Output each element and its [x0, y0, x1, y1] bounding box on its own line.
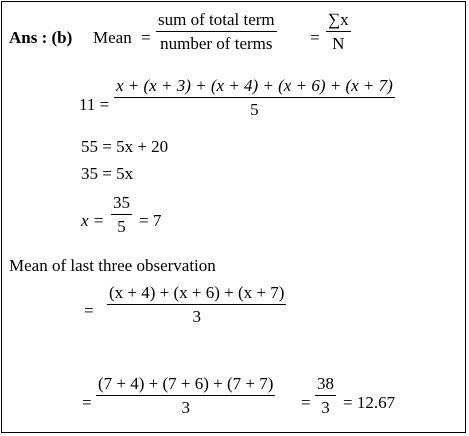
sigma-fraction — [326, 11, 351, 52]
fraction-denominator: 3 — [181, 398, 190, 417]
equation-fraction — [107, 284, 286, 325]
result-fraction — [315, 375, 336, 416]
section-heading: Mean of last three observation — [9, 256, 216, 275]
equals-sign: = — [310, 28, 320, 47]
equals-sign: = — [301, 393, 311, 412]
fraction-numerator: 35 — [113, 193, 130, 212]
equals-sign: = — [84, 301, 94, 320]
fraction-denominator: N — [332, 34, 345, 53]
fraction-denominator: 5 — [250, 100, 259, 119]
equation-line: 35 = 5x — [81, 164, 134, 183]
equation-lhs: 11 = — [79, 95, 110, 114]
equation-lhs: x = — [81, 211, 105, 230]
fraction-numerator: 38 — [317, 374, 334, 393]
fraction-denominator: 5 — [117, 217, 126, 236]
fraction-denominator: 3 — [192, 307, 201, 326]
final-result: = 12.67 — [343, 393, 396, 412]
equals-sign: = — [141, 28, 151, 47]
fraction-numerator: x + (x + 3) + (x + 4) + (x + 6) + (x + 7) — [116, 76, 393, 95]
answer-label: Ans : (b) — [9, 28, 73, 47]
fraction-numerator: sum of total term — [158, 10, 275, 29]
fraction-denominator: number of terms — [160, 34, 273, 53]
fraction-numerator: ∑x — [328, 10, 349, 29]
equation-fraction — [111, 194, 132, 235]
fraction-numerator: (7 + 4) + (7 + 6) + (7 + 7) — [98, 374, 274, 393]
equation-fraction — [96, 375, 275, 416]
equals-sign: = — [82, 393, 92, 412]
equation-rhs: = 7 — [139, 211, 162, 230]
equation-line: 55 = 5x + 20 — [81, 137, 169, 156]
mean-definition-fraction — [156, 11, 277, 52]
equation-fraction — [114, 77, 395, 118]
mean-word: Mean — [93, 28, 132, 47]
fraction-denominator: 3 — [321, 398, 330, 417]
answer-box — [1, 1, 466, 433]
fraction-numerator: (x + 4) + (x + 6) + (x + 7) — [109, 283, 285, 302]
